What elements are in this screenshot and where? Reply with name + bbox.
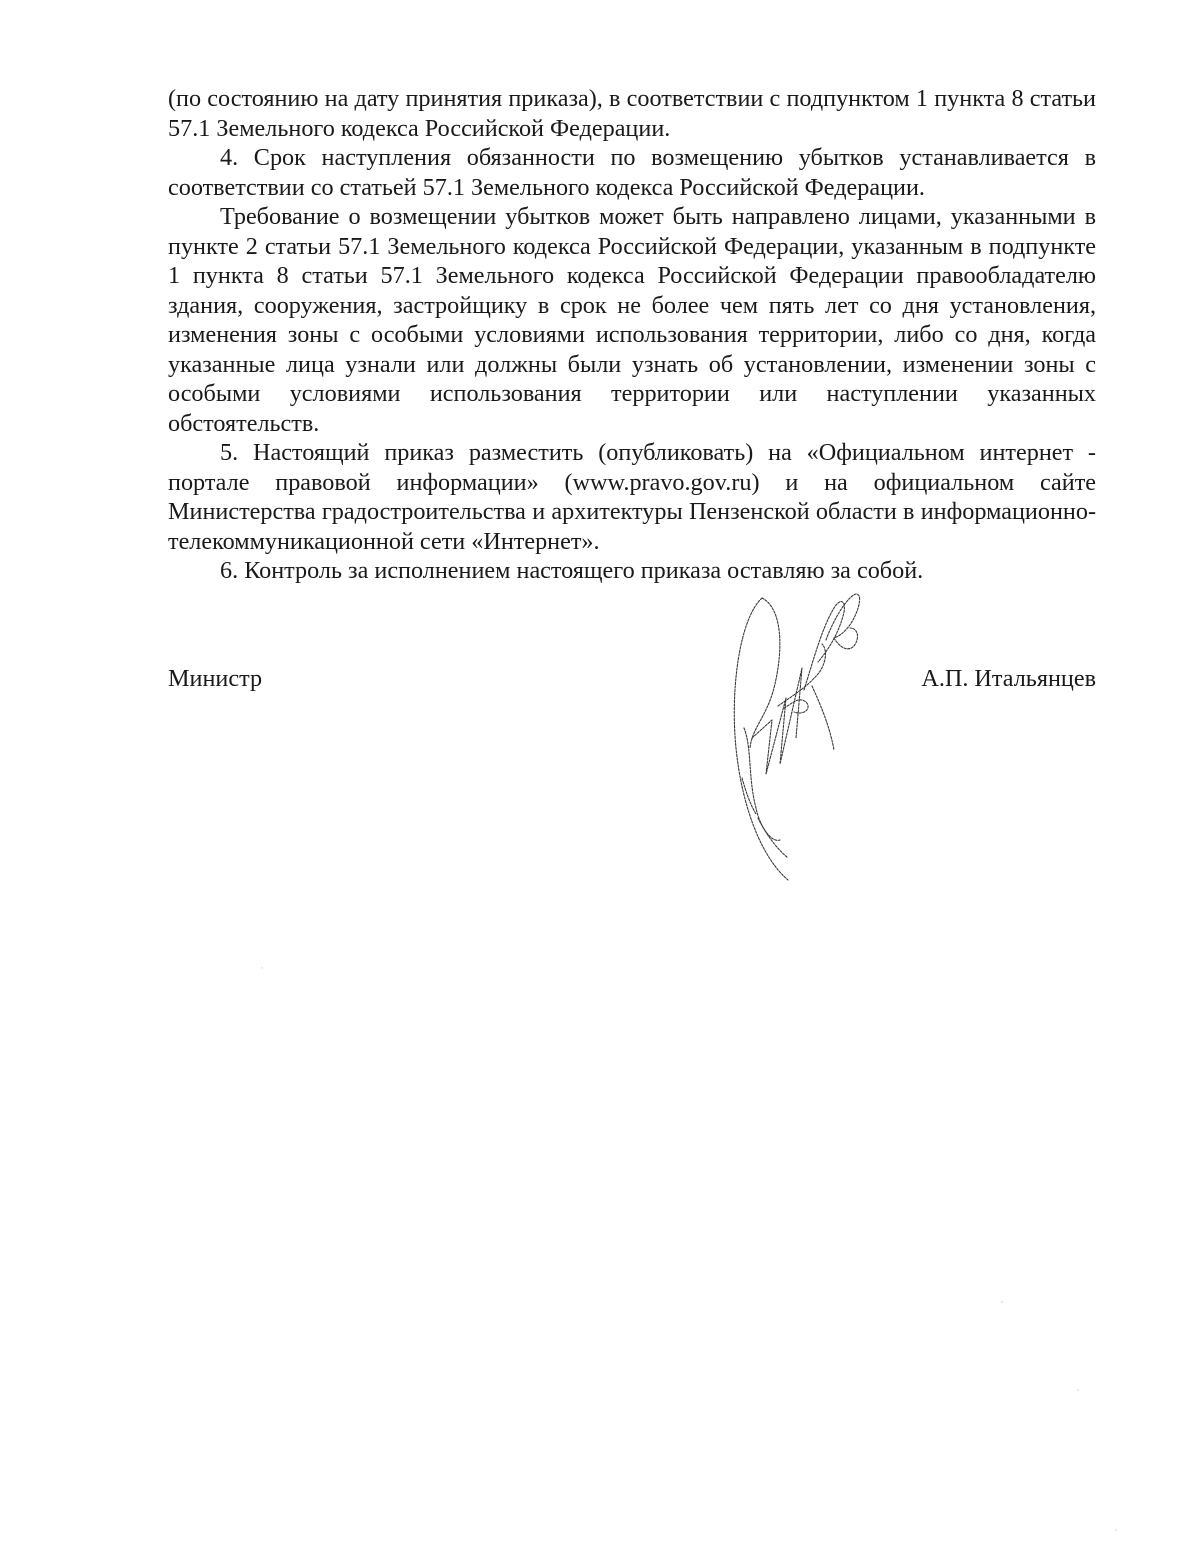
paragraph-damages-claim: Требование о возмещении убытков может быть направлено лицами, указанными в пункте 2 статьи 57.1 Земельного кодекса Российской Федерации, указанным в подпункте 1 пункта 8 статьи 57.1 Земельного кодекса Российской Федерации правообладателю здания, сооружения, застройщику в срок не более чем пять лет со дня установления, изменения зоны с особыми условиями использования территории, либо со дня, когда указанные лица узнали или должны были узнать об установлении, изменении зоны с особыми условиями использования территории или наступлении указанных обстоятельств. <box>168 203 1096 437</box>
scan-speck <box>1115 1529 1117 1531</box>
paragraph-item-5: 5. Настоящий приказ разместить (опубликовать) на «Официальном интернет - портале правовой информации» (www.pravo.gov.ru) и на официальном сайте Министерства градостроительства и архитектуры Пензенской области в информационно-телекоммуникационной сети «Интернет». <box>168 439 1096 555</box>
scan-speck <box>1077 1389 1079 1391</box>
paragraph-item-6: 6. Контроль за исполнением настоящего приказа оставляю за собой. <box>220 557 924 584</box>
paragraph-item-4: 4. Срок наступления обязанности по возмещению убытков устанавливается в соответствии со статьей 57.1 Земельного кодекса Российской Федерации. <box>168 144 1096 201</box>
paragraph-continuation: (по состоянию на дату принятия приказа), в соответствии с подпунктом 1 пункта 8 статьи 57.1 Земельного кодекса Российской Федерации. <box>168 85 1096 142</box>
scan-speck <box>261 967 262 968</box>
scan-speck <box>1001 1301 1003 1303</box>
signatory-name: А.П. Итальянцев <box>921 665 1096 692</box>
signatory-title: Министр <box>168 665 263 692</box>
